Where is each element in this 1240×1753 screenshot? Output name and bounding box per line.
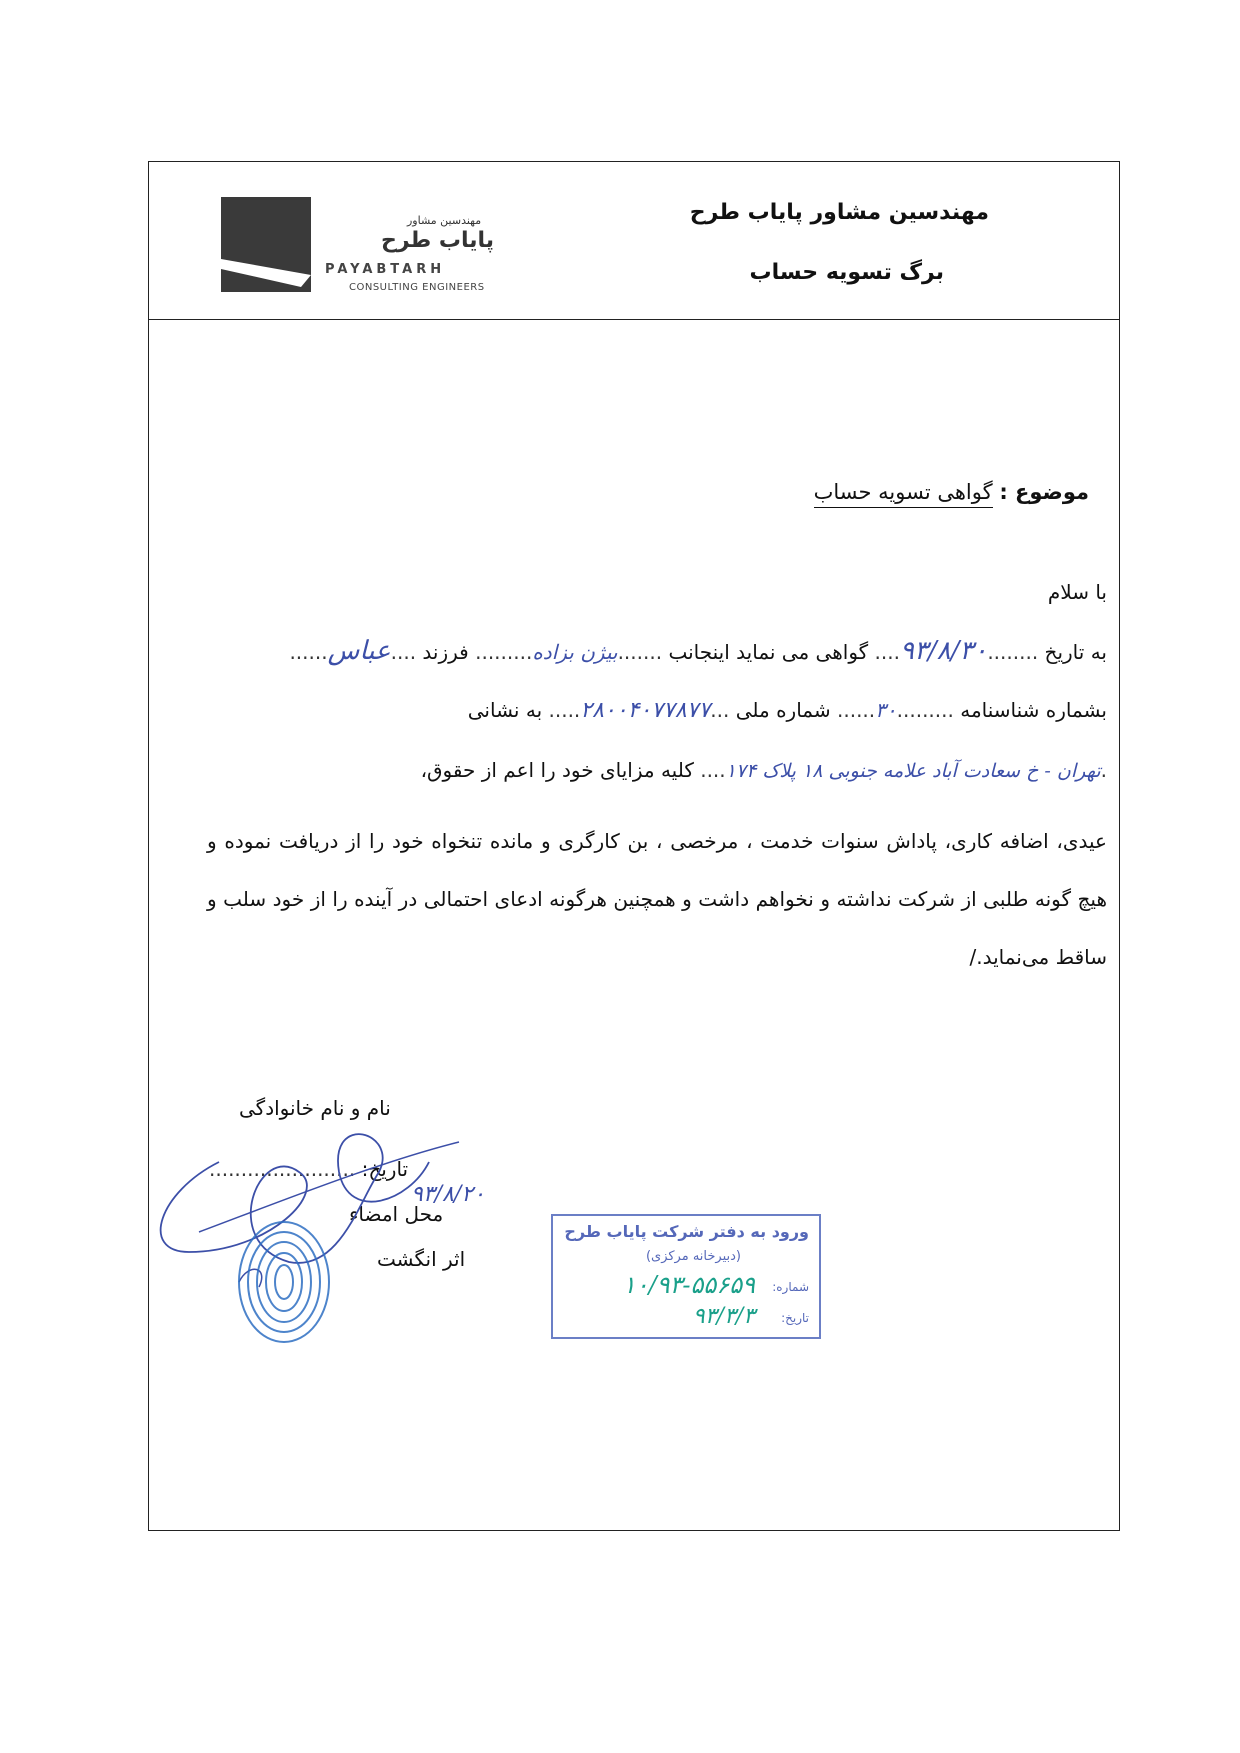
- handwritten-name: بیژن بزاده: [532, 640, 618, 664]
- handwritten-address: تهران - خ سعادت آباد علامه جنوبی ۱۸ پلاک ۱۷۴: [725, 760, 1101, 782]
- handwritten-sign-date: ۹۳/۸/۲۰: [411, 1182, 485, 1207]
- subject-text: گواهی تسویه حساب: [814, 480, 993, 508]
- handwritten-date: ۹۳/۸/۳۰: [899, 636, 988, 666]
- stamp-subtitle: (دبیرخانه مرکزی): [645, 1249, 741, 1264]
- sign-place-label: محل امضاء: [349, 1202, 444, 1226]
- form-title: برگ تسویه حساب: [749, 260, 944, 285]
- subject-line: [814, 480, 1089, 504]
- subject-label: موضوع :: [999, 480, 1089, 504]
- body-line-3: .تهران - خ سعادت آباد علامه جنوبی ۱۸ پلاک ۱۷۴.... کلیه مزایای خود را اعم از حقوق،: [420, 758, 1107, 782]
- handwritten-national-id: ۲۸۰۰۴۰۷۷۸۷۷: [580, 698, 711, 723]
- body-line-1: به تاریخ ........۹۳/۸/۳۰.... گواهی می نماید اینجانب .......بیژن بزاده......... فرزند ....عباس......: [289, 636, 1107, 666]
- body-paragraph: عیدی، اضافه کاری، پاداش سنوات خدمت ، مرخصی ، بن کارگری و مانده تنخواه خود را از دریافت نموده و هیچ گونه طلبی از شرکت نداشته و نخواهم داشت و همچنین هرگونه ادعای احتمالی در آینده را از خود سلب و ساقط می‌نماید./: [207, 829, 1107, 969]
- sign-date-line: تاریخ: .......................: [209, 1157, 409, 1181]
- stamp-date-value: ۹۳/۳/۳: [692, 1304, 755, 1329]
- handwritten-father-name: عباس: [327, 636, 391, 666]
- fingerprint-icon: [224, 1212, 344, 1352]
- logo-english-name: PAYABTARH: [325, 262, 446, 277]
- logo-english-subtitle: CONSULTING ENGINEERS: [349, 282, 485, 293]
- logo-persian-name: پایاب طرح: [381, 228, 495, 253]
- logo-mark-icon: [221, 197, 311, 292]
- name-label: نام و نام خانوادگی: [239, 1096, 391, 1120]
- handwritten-id-number: ۳۰: [875, 698, 897, 722]
- document-frame: [148, 161, 1120, 1531]
- logo-persian-small: مهندسین مشاور: [407, 214, 482, 227]
- greeting: با سلام: [1047, 580, 1107, 604]
- stamp-number-value: ۱۰/۹۳-۵۵۶۵۹: [622, 1271, 755, 1299]
- body-line-2: بشماره شناسنامه .........۳۰...... شماره ملی ...۲۸۰۰۴۰۷۷۸۷۷..... به نشانی: [467, 698, 1107, 723]
- stamp-title: ورود به دفتر شرکت پایاب طرح: [564, 1222, 809, 1241]
- stamp-date-label: تاریخ:: [781, 1311, 809, 1325]
- stamp-number-label: شماره:: [772, 1280, 809, 1294]
- header-divider: [149, 319, 1119, 320]
- fingerprint-label: اثر انگشت: [377, 1247, 466, 1271]
- registry-stamp: [551, 1214, 821, 1339]
- company-name: مهندسین مشاور پایاب طرح: [689, 200, 989, 225]
